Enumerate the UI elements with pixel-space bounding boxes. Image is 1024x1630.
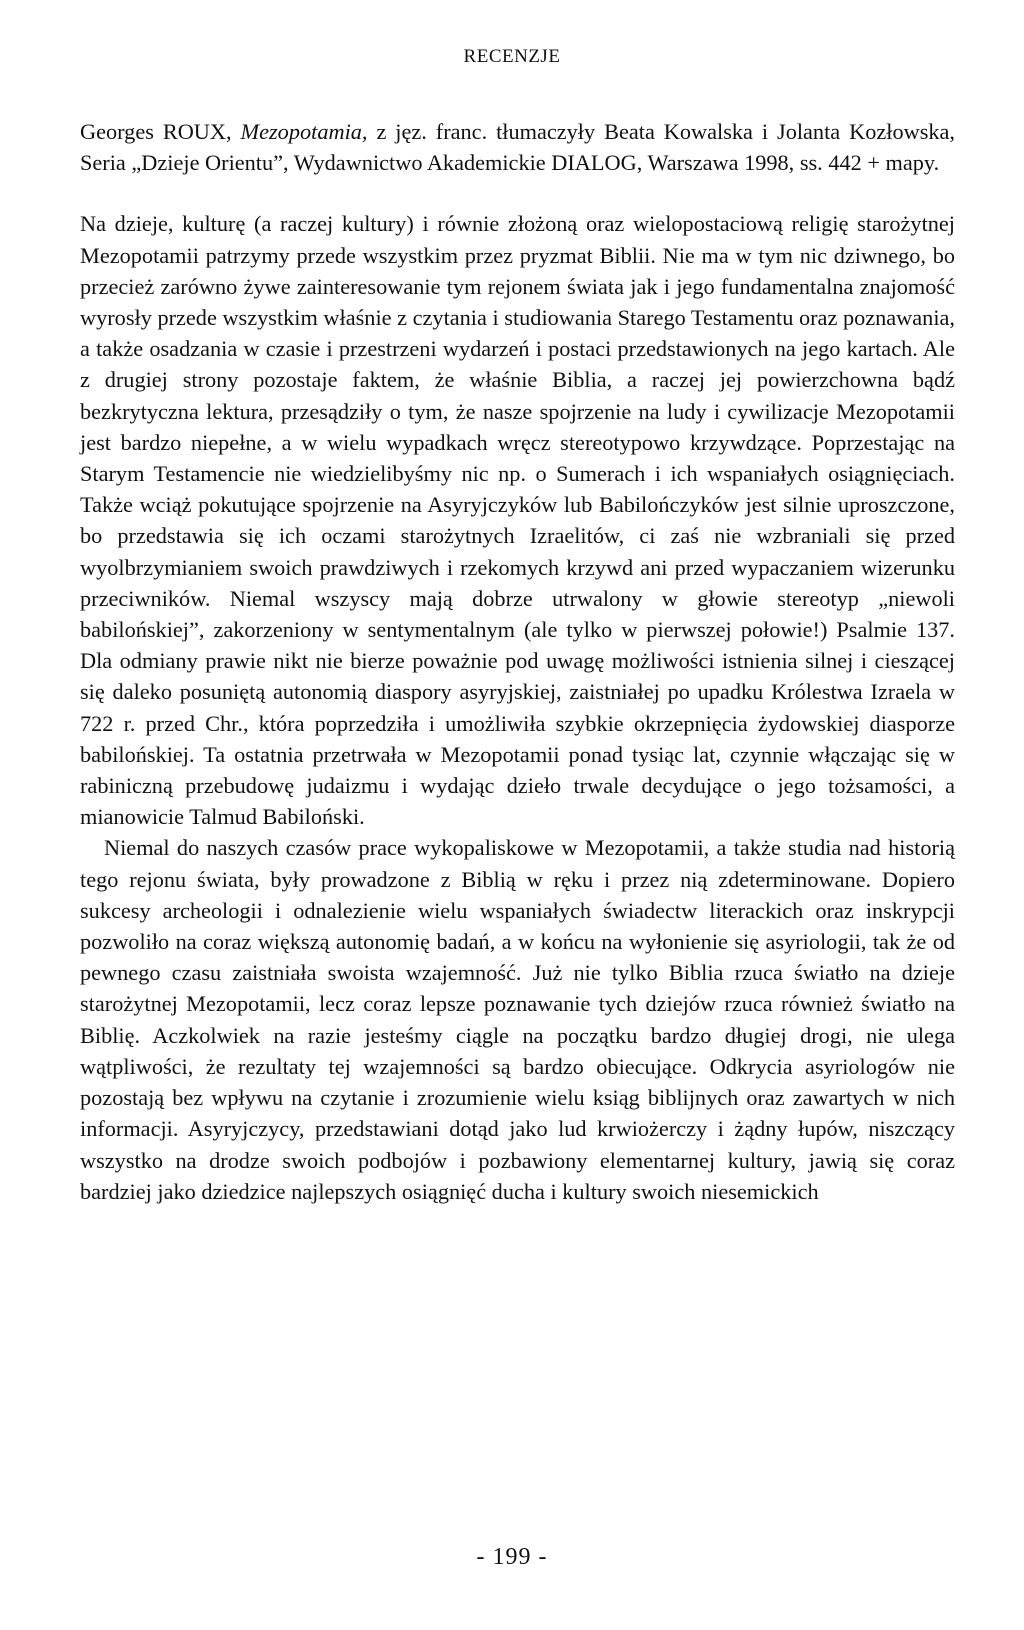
citation-details: z jęz. franc. tłumaczyły Beata Kowalska i Jolanta Kozłowska, Seria „Dzieje Orientu”, Wydawnictwo Akademickie DIALOG, Warszawa 1998, ss. 442 + mapy. (80, 119, 956, 176)
paragraph: Niemal do naszych czasów prace wykopaliskowe w Mezopotamii, a także studia nad historią tego rejonu świata, były prowadzone z Biblią w ręku i przez nią zdeterminowane. Dopiero sukcesy archeologii i odnalezienie wielu wspaniałych świadectw literackich oraz inskrypcji pozwoliło na coraz większą autonomię badań, a w końcu na wyłonienie się asyriologii, tak że od pewnego czasu zaistniała swoista wzajemność. Już nie tylko Biblia rzuca światło na dzieje starożytnej Mezopotamii, lecz coraz lepsze poznawanie tych dziejów rzuca również światło na Biblię. Aczkolwiek na razie jesteśmy ciągle na początku bardzo długiej drogi, nie ulega wątpliwości, że rezultaty tej wzajemności są bardzo obiecujące. Odkrycia asyriologów nie pozostają bez wpływu na czytanie i zrozumienie wielu ksiąg biblijnych oraz zawartych w nich informacji. Asyryjczycy, przedstawiani dotąd jako lud krwiożerczy i żądny łupów, niszczący wszystko na drodze swoich podbojów i pozbawiony elementarnej kultury, jawią się coraz bardziej jako dziedzice najlepszych osiągnięć ducha i kultury swoich niesemickich (80, 835, 955, 1204)
running-head: RECENZJE (463, 46, 561, 67)
bibliographic-citation (80, 116, 955, 178)
citation-title: Mezopotamia, (240, 119, 368, 144)
body-text (80, 116, 955, 1207)
citation-author: Georges ROUX, (80, 119, 241, 144)
paragraph: Na dzieje, kulturę (a raczej kultury) i równie złożoną oraz wielopostaciową religię starożytnej Mezopotamii patrzymy przede wszystkim przez pryzmat Biblii. Nie ma w tym nic dziwnego, bo przecież zarówno żywe zainteresowanie tym rejonem świata jak i jego fundamentalna znajomość wyrosły przede wszystkim właśnie z czytania i studiowania Starego Testamentu oraz poznawania, a także osadzania w czasie i przestrzeni wydarzeń i postaci przedstawionych na jego kartach. Ale z drugiej strony pozostaje faktem, że właśnie Biblia, a raczej jej powierzchowna bądź bezkrytyczna lektura, przesądziły o tym, że nasze spojrzenie na ludy i cywilizacje Mezopotamii jest bardzo niepełne, a w wielu wypadkach wręcz stereotypowo krzywdzące. Poprzestając na Starym Testamencie nie wiedzielibyśmy nic np. o Sumerach i ich wspaniałych osiągnięciach. Także wciąż pokutujące spojrzenie na Asyryjczyków lub Babilończyków jest silnie uproszczone, bo przedstawia się ich oczami starożytnych Izraelitów, ci zaś nie wzbraniali się przed wyolbrzymianiem swoich prawdziwych i rzekomych krzywd ani przed wypaczaniem wizerunku przeciwników. Niemal wszyscy mają dobrze utrwalony w głowie stereotyp „niewoli babilońskiej”, zakorzeniony w sentymentalnym (ale tylko w pierwszej połowie!) Psalmie 137. Dla odmiany prawie nikt nie bierze poważnie pod uwagę możliwości istnienia silnej i cieszącej się daleko posuniętą autonomią diaspory asyryjskiej, zaistniałej po upadku Królestwa Izraela w 722 r. przed Chr., która poprzedziła i umożliwiła szybkie okrzepnięcia żydowskiej diasporze babilońskiej. Ta ostatnia przetrwała w Mezopotamii ponad tysiąc lat, czynnie włączając się w rabiniczną przebudowę judaizmu i wydając dzieło trwale decydujące o jego tożsamości, a mianowicie Talmud Babiloński. (80, 211, 955, 830)
page-number: - 199 - (476, 1544, 548, 1570)
